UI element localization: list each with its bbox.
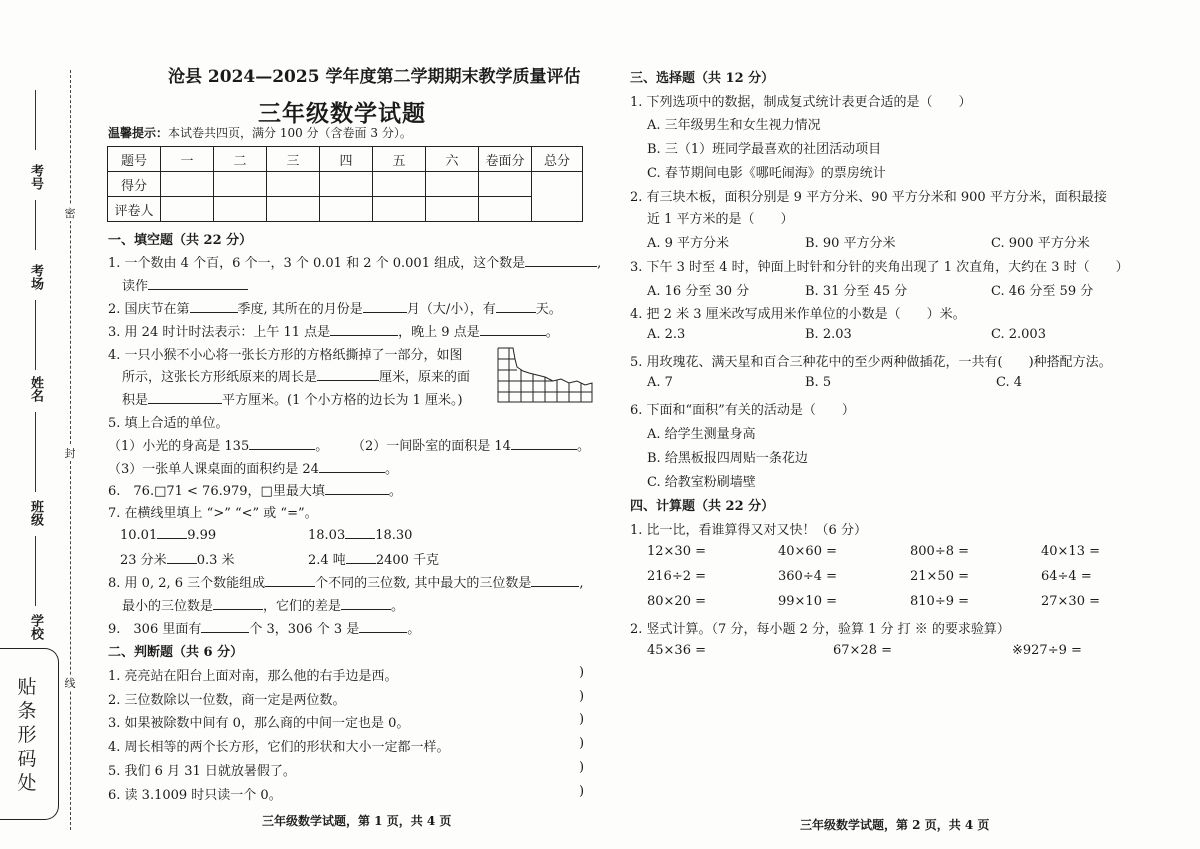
field-line <box>35 412 36 492</box>
fill-question-9: 9. 306 里面有 个 3，306 个 3 是 。 <box>108 622 421 637</box>
seal-char: 线 <box>64 677 76 690</box>
grader-cell[interactable] <box>267 197 320 222</box>
vertical-calc-item: 67×28 = <box>833 643 893 658</box>
choice-option[interactable]: A. 2.3 <box>647 327 686 342</box>
field-label-class: 班级 <box>28 500 43 526</box>
answer-blank[interactable] <box>346 551 376 564</box>
total-cell[interactable] <box>532 172 583 222</box>
answer-blank[interactable] <box>345 526 375 539</box>
score-row: 得分 <box>108 172 583 197</box>
answer-blank[interactable] <box>496 300 536 313</box>
choice-option[interactable]: C. 900 平方分米 <box>991 236 1090 251</box>
oral-calc-item: 12×30 = <box>647 544 707 559</box>
field-line <box>35 300 36 370</box>
grader-cell[interactable] <box>373 197 426 222</box>
torn-grid-figure <box>497 347 593 403</box>
score-table-header: 题号 一 二 三 四 五 六 卷面分 总分 <box>108 147 583 172</box>
choice-option[interactable]: A. 三年级男生和女生视力情况 <box>647 118 821 133</box>
fill-question-5: 5. 填上合适的单位。 <box>108 416 229 431</box>
page-footer: 三年级数学试题，第 1 页，共 4 页 <box>262 814 452 828</box>
calc-question-1: 1. 比一比，看谁算得又对又快！（6 分） <box>630 523 867 538</box>
oral-calc-item: 27×30 = <box>1041 594 1101 609</box>
choice-option[interactable]: B. 31 分至 45 分 <box>805 284 908 299</box>
barcode-area: 贴条形码处 <box>0 648 59 820</box>
section2-title: 二、判断题（共 6 分） <box>108 645 244 660</box>
answer-blank[interactable] <box>359 620 407 633</box>
field-line <box>35 90 36 150</box>
score-cell[interactable] <box>267 172 320 197</box>
oral-calc-item: 99×10 = <box>778 594 838 609</box>
choice-question-5: 5. 用玫瑰花、满天星和百合三种花中的至少两种做插花，一共有( )种搭配方法。 <box>630 355 1112 370</box>
judge-paren[interactable]: ) <box>579 712 585 727</box>
score-cell[interactable] <box>373 172 426 197</box>
compare-item: 18.03 18.30 <box>308 528 413 543</box>
choice-option[interactable]: A. 7 <box>647 375 673 390</box>
fill-question-5-1: （1）小光的身高是 135 。 <box>108 439 329 454</box>
compare-item: 10.01 9.99 <box>120 528 217 543</box>
judge-paren[interactable]: ) <box>579 665 585 680</box>
choice-option[interactable]: C. 春节期间电影《哪吒闹海》的票房统计 <box>647 166 886 181</box>
grader-cell[interactable] <box>161 197 214 222</box>
judge-paren[interactable]: ) <box>579 760 585 775</box>
judge-item: 5. 我们 6 月 31 日就放暑假了。 <box>108 764 296 779</box>
fill-question-8: 8. 用 0, 2, 6 三个数能组成 个不同的三位数, 其中最大的三位数是 , <box>108 576 584 591</box>
oral-calc-item: 40×60 = <box>778 544 838 559</box>
answer-blank[interactable] <box>325 482 389 495</box>
answer-blank[interactable] <box>157 526 187 539</box>
oral-calc-item: 800÷8 = <box>910 544 970 559</box>
seal-char: 密 <box>64 207 76 220</box>
answer-blank[interactable] <box>317 368 379 381</box>
fill-question-1b: 读作 <box>122 275 248 294</box>
choice-question-3: 3. 下午 3 时至 4 时，钟面上时针和分针的夹角出现了 1 次直角，大约在 3 时（ ） <box>630 260 1129 275</box>
judge-item: 2. 三位数除以一位数，商一定是两位数。 <box>108 693 346 708</box>
grader-cell[interactable] <box>426 197 479 222</box>
fill-question-1: 1. 一个数由 4 个百，6 个一，3 个 0.01 和 2 个 0.001 组成，这个数是 , <box>108 256 602 271</box>
choice-question-1: 1. 下列选项中的数据，制成复式统计表更合适的是（ ） <box>630 95 972 110</box>
answer-blank[interactable] <box>167 551 197 564</box>
oral-calc-item: 810÷9 = <box>910 594 970 609</box>
vertical-calc-item: 45×36 = <box>647 643 707 658</box>
page-footer: 三年级数学试题，第 2 页，共 4 页 <box>800 818 990 832</box>
answer-blank[interactable] <box>190 300 238 313</box>
field-label-exam-number: 考号 <box>28 164 43 190</box>
choice-option[interactable]: B. 给黑板报四周贴一条花边 <box>647 451 808 466</box>
field-line <box>35 200 36 250</box>
field-label-exam-room: 考场 <box>28 264 43 290</box>
judge-paren[interactable]: ) <box>579 736 585 751</box>
choice-question-2b: 近 1 平方米的是（ ） <box>647 212 794 227</box>
tip: 温馨提示：本试卷共四页，满分 100 分（含卷面 3 分）。 <box>108 126 412 140</box>
exam-title: 沧县 2024—2025 学年度第二学期期末教学质量评估 <box>168 67 581 87</box>
answer-blank[interactable] <box>531 574 579 587</box>
oral-calc-item: 40×13 = <box>1041 544 1101 559</box>
answer-blank[interactable] <box>265 574 315 587</box>
fill-question-2: 2. 国庆节在第 季度, 其所在的月份是 月（大/小），有 天。 <box>108 302 562 317</box>
answer-blank[interactable] <box>341 597 391 610</box>
choice-option[interactable]: B. 三（1）班同学最喜欢的社团活动项目 <box>647 142 882 157</box>
answer-blank[interactable] <box>249 437 315 450</box>
grader-cell[interactable] <box>214 197 267 222</box>
answer-blank[interactable] <box>213 597 263 610</box>
choice-option[interactable]: A. 给学生测量身高 <box>647 427 756 442</box>
vertical-calc-item: ※927÷9 = <box>1012 643 1082 658</box>
field-label-school: 学校 <box>28 614 43 640</box>
section4-title: 四、计算题（共 22 分） <box>630 499 775 514</box>
answer-blank[interactable] <box>201 620 249 633</box>
score-cell[interactable] <box>214 172 267 197</box>
fill-question-4: 4. 一只小猴不小心将一张长方形的方格纸撕掉了一部分，如图 <box>108 348 463 363</box>
choice-option[interactable]: C. 2.003 <box>991 327 1046 342</box>
field-label-name: 姓名 <box>28 376 43 402</box>
grader-cell[interactable] <box>479 197 532 222</box>
judge-paren[interactable]: ) <box>579 689 585 704</box>
subject-title: 三年级数学试题 <box>258 100 426 127</box>
seal-char: 封 <box>64 447 76 460</box>
oral-calc-item: 21×50 = <box>910 569 970 584</box>
choice-option[interactable]: B. 2.03 <box>805 327 852 342</box>
grader-row: 评卷人 <box>108 197 583 222</box>
choice-question-6: 6. 下面和“面积”有关的活动是（ ） <box>630 403 855 418</box>
choice-option[interactable]: B. 5 <box>805 375 832 390</box>
score-cell[interactable] <box>426 172 479 197</box>
fill-question-4b: 所示，这张长方形纸原来的周长是 厘米，原来的面 <box>122 370 471 385</box>
answer-blank[interactable] <box>480 323 546 336</box>
fill-question-7: 7. 在横线里填上 “>” “<” 或 “=”。 <box>108 506 318 521</box>
score-table <box>107 146 583 222</box>
fill-question-4c: 积是 平方厘米。(1 个小方格的边长为 1 厘米。) <box>122 393 463 408</box>
fill-question-5-2: （2）一间卧室的面积是 14 。 <box>352 439 590 454</box>
fill-question-8b: 最小的三位数是 ，它们的差是 。 <box>122 599 405 614</box>
section3-title: 三、选择题（共 12 分） <box>630 71 775 86</box>
fill-question-3: 3. 用 24 时计时法表示：上午 11 点是 ，晚上 9 点是 。 <box>108 325 559 340</box>
answer-blank[interactable] <box>148 277 248 290</box>
section1-title: 一、填空题（共 22 分） <box>108 233 253 248</box>
answer-blank[interactable] <box>319 460 385 473</box>
fill-question-6: 6. 76.□71 < 76.979，□里最大填 。 <box>108 484 402 499</box>
choice-option[interactable]: A. 16 分至 30 分 <box>647 284 750 299</box>
calc-question-2: 2. 竖式计算。（7 分，每小题 2 分，验算 1 分 打 ※ 的要求验算） <box>630 622 1010 637</box>
answer-blank[interactable] <box>363 300 407 313</box>
oral-calc-item: 64÷4 = <box>1041 569 1092 584</box>
choice-option[interactable]: C. 给教室粉刷墙壁 <box>647 475 756 490</box>
compare-item: 23 分米 0.3 米 <box>120 553 235 568</box>
grader-cell[interactable] <box>320 197 373 222</box>
choice-question-2: 2. 有三块木板，面积分别是 9 平方分米、90 平方分米和 900 平方分米，面积最接 <box>630 190 1107 205</box>
answer-blank[interactable] <box>511 437 577 450</box>
judge-item: 1. 亮亮站在阳台上面对南，那么他的右手边是西。 <box>108 669 398 684</box>
choice-option[interactable]: C. 46 分至 59 分 <box>991 284 1094 299</box>
judge-item: 6. 读 3.1009 时只读一个 0。 <box>108 788 282 803</box>
oral-calc-item: 360÷4 = <box>778 569 838 584</box>
compare-item: 2.4 吨 2400 千克 <box>308 553 440 568</box>
answer-blank[interactable] <box>330 323 398 336</box>
score-cell[interactable] <box>479 172 532 197</box>
choice-question-4: 4. 把 2 米 3 厘米改写成用米作单位的小数是（ ）米。 <box>630 307 966 322</box>
judge-item: 3. 如果被除数中间有 0，那么商的中间一定也是 0。 <box>108 716 410 731</box>
oral-calc-item: 216÷2 = <box>647 569 707 584</box>
score-cell[interactable] <box>161 172 214 197</box>
field-line <box>35 536 36 606</box>
fill-question-5-3: （3）一张单人课桌面的面积约是 24 。 <box>108 462 398 477</box>
choice-option[interactable]: A. 9 平方分米 <box>647 236 730 251</box>
oral-calc-item: 80×20 = <box>647 594 707 609</box>
choice-option[interactable]: C. 4 <box>996 375 1023 390</box>
judge-paren[interactable]: ) <box>579 784 585 799</box>
answer-blank[interactable] <box>525 254 597 267</box>
score-cell[interactable] <box>320 172 373 197</box>
choice-option[interactable]: B. 90 平方分米 <box>805 236 896 251</box>
judge-item: 4. 周长相等的两个长方形，它们的形状和大小一定都一样。 <box>108 740 450 755</box>
answer-blank[interactable] <box>148 391 222 404</box>
